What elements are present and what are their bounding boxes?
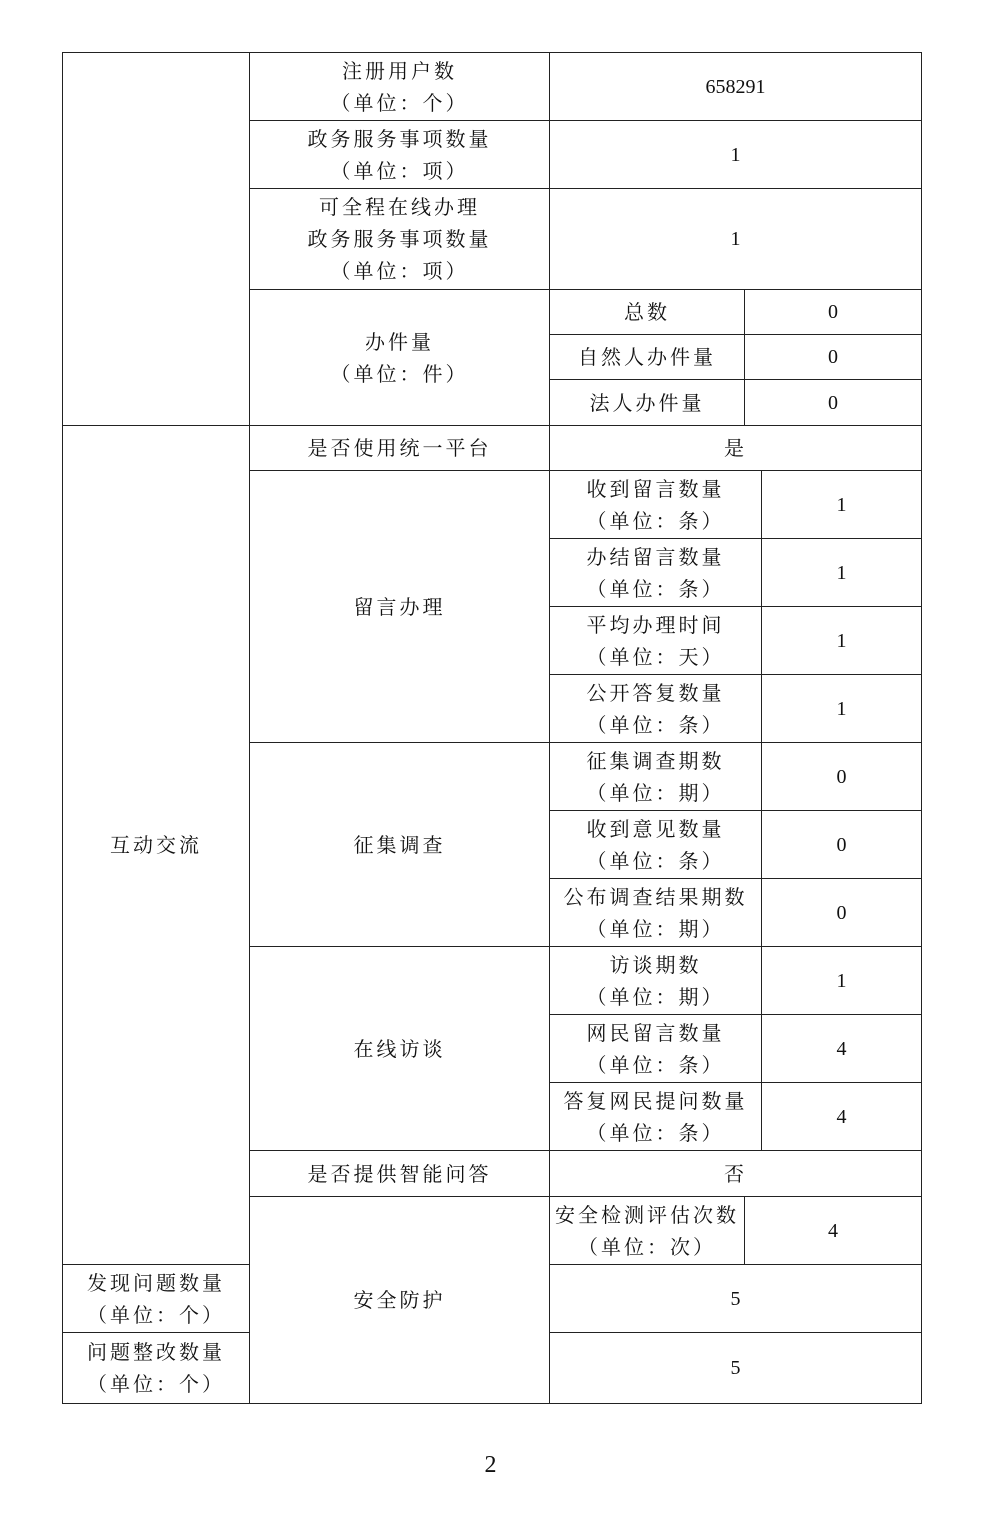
- row-label-interview: 在线访谈: [250, 947, 550, 1151]
- value-netizen-messages: 4: [762, 1015, 922, 1083]
- row-label-messages: 留言办理: [250, 471, 550, 743]
- value-avg-time: 1: [762, 607, 922, 675]
- sub-label-results: 公布调查结果期数 （单位：期）: [550, 879, 762, 947]
- value-service-items: 1: [550, 121, 922, 189]
- value-interview-periods: 1: [762, 947, 922, 1015]
- table-row: [63, 53, 922, 121]
- sub-label-cases-legal: 法人办件量: [550, 380, 745, 426]
- row-label-platform: 是否使用统一平台: [250, 426, 550, 471]
- table-row: [63, 426, 922, 471]
- value-survey-periods: 0: [762, 743, 922, 811]
- sub-label-cases-total: 总数: [550, 290, 745, 335]
- sub-label-avg-time: 平均办理时间 （单位：天）: [550, 607, 762, 675]
- row-label-survey: 征集调查: [250, 743, 550, 947]
- row-label-found: 发现问题数量 （单位：个）: [63, 1265, 250, 1333]
- value-registered-users: 658291: [550, 53, 922, 121]
- row-label-online-items: 可全程在线办理 政务服务事项数量 （单位：项）: [250, 189, 550, 290]
- value-public: 1: [762, 675, 922, 743]
- value-smart-qa: 否: [550, 1151, 922, 1197]
- sub-label-cases-natural: 自然人办件量: [550, 335, 745, 380]
- value-received: 1: [762, 471, 922, 539]
- value-cases-natural: 0: [745, 335, 922, 380]
- row-label-fixed: 问题整改数量 （单位：个）: [63, 1333, 250, 1404]
- value-results: 0: [762, 879, 922, 947]
- row-label-cases: 办件量 （单位：件）: [250, 290, 550, 426]
- value-answers: 4: [762, 1083, 922, 1151]
- statistics-table: [62, 52, 922, 1404]
- value-fixed: 5: [550, 1333, 922, 1404]
- section-label-interaction: 互动交流: [63, 426, 250, 1265]
- row-label-smart-qa: 是否提供智能问答: [250, 1151, 550, 1197]
- sub-label-netizen-messages: 网民留言数量 （单位：条）: [550, 1015, 762, 1083]
- row-label-registered-users: 注册用户数 （单位：个）: [250, 53, 550, 121]
- value-checks: 4: [745, 1197, 922, 1265]
- value-opinions: 0: [762, 811, 922, 879]
- value-cases-legal: 0: [745, 380, 922, 426]
- sub-label-received: 收到留言数量 （单位：条）: [550, 471, 762, 539]
- section-cell-empty: [63, 53, 250, 426]
- sub-label-opinions: 收到意见数量 （单位：条）: [550, 811, 762, 879]
- sub-label-interview-periods: 访谈期数 （单位：期）: [550, 947, 762, 1015]
- value-online-items: 1: [550, 189, 922, 290]
- row-label-service-items: 政务服务事项数量 （单位：项）: [250, 121, 550, 189]
- page-number: 2: [484, 1452, 497, 1478]
- sub-label-public: 公开答复数量 （单位：条）: [550, 675, 762, 743]
- section-label-security: 安全防护: [250, 1197, 550, 1404]
- value-cases-total: 0: [745, 290, 922, 335]
- value-done: 1: [762, 539, 922, 607]
- value-found: 5: [550, 1265, 922, 1333]
- sub-label-survey-periods: 征集调查期数 （单位：期）: [550, 743, 762, 811]
- row-label-checks: 安全检测评估次数 （单位：次）: [550, 1197, 745, 1265]
- sub-label-answers: 答复网民提问数量 （单位：条）: [550, 1083, 762, 1151]
- sub-label-done: 办结留言数量 （单位：条）: [550, 539, 762, 607]
- value-platform: 是: [550, 426, 922, 471]
